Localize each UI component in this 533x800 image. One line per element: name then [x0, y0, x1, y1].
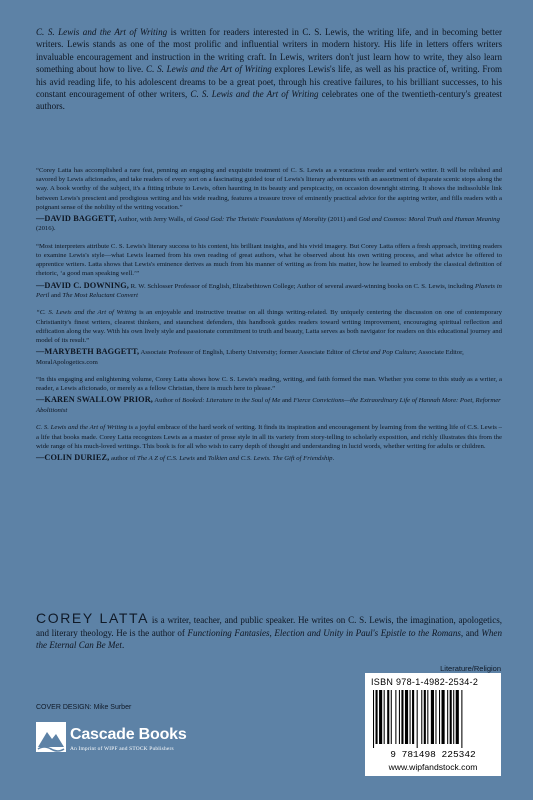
endorser-work: The A Z of C.S. Lewis — [137, 454, 195, 462]
description-text: celebrates one of the twentieth-century's greatest authors. — [36, 89, 503, 112]
barcode-bar — [417, 690, 418, 748]
endorser-work: Christ and Pop Culture — [352, 349, 415, 357]
attribution-text: . — [332, 454, 335, 462]
endorser-work: The Most Reluctant Convert — [62, 292, 138, 300]
endorsement-quote: “In this engaging and enlightening volume, Corey Latta shows how C. S. Lewis's reading, writing, and faith formed the man. Whether you come to this study as a writer, a reader, a Lewis aficionado, or merely as a fellow Christian, there is much here to please.” — [36, 376, 502, 393]
endorser-role: Author, with Jerry Walls, of — [116, 216, 194, 224]
author-bio — [36, 612, 502, 652]
publisher-logo — [36, 720, 206, 760]
description-text: explores Lewis's life, as well as his practice of, writing. From his avid reading life, to his adolescent dreams to be a great poet, through his creative failures, to his brilliant successes, to his constant encouragement of other writers, — [36, 64, 503, 100]
endorser-work: Planets in Peril — [36, 282, 502, 300]
endorser-name: —DAVID C. DOWNING, — [36, 280, 129, 290]
publisher-name: Cascade Books — [70, 726, 187, 743]
attribution-text: and — [194, 454, 208, 462]
barcode-bar — [431, 690, 434, 744]
book-title-italic: “C. S. Lewis and the Art of Writing — [36, 309, 137, 317]
author-name: COREY LATTA — [36, 610, 150, 626]
bio-text: and — [463, 627, 482, 638]
description-text: is written for readers interested in C. S. Lewis, the writing life, and in becoming better writers. Lewis stands as one of the most prolific and influential writers in modern history. His life in letters offers writers invaluable encouragement and instruction in the writing craft. In Lewis, writers don't just learn how to write, they also learn something about how to live. — [36, 27, 502, 75]
attribution-text: (2016). — [36, 225, 56, 233]
barcode-bar — [387, 690, 389, 744]
barcode-bar — [384, 690, 385, 744]
endorsement-attribution — [36, 347, 502, 367]
barcode-bar — [456, 690, 459, 744]
endorsement-attribution — [36, 453, 502, 463]
quote-text: is a joyful embrace of the hard work of writing. It finds its inspiration and encouragement by learning from the writing life of C.S. Lewis – a life that books made. Corey Latta recognizes Lewis as a master of prose style in all its variety from story-telling to scholarly exposition, and richly illustrates this from the wide range of his much-loved writings. This book is for all who wish to carry depth of thought and understanding in lucid words, whether writing for adults or children. — [36, 424, 502, 450]
endorser-name: —DAVID BAGGETT, — [36, 214, 117, 224]
barcode-bar — [447, 690, 448, 744]
bio-text: . — [121, 640, 125, 651]
endorser-work: Tolkien and C.S. Lewis. The Gift of Friendship — [207, 454, 333, 462]
publisher-subtitle: An Imprint of WIPF and STOCK Publishers — [70, 746, 174, 752]
barcode-bar — [442, 690, 445, 744]
book-title-italic: C. S. Lewis and the Art of Writing — [146, 64, 272, 75]
attribution-text: ; Associate Editor, MoralApologetics.com — [36, 349, 464, 366]
endorsement-attribution — [36, 281, 502, 301]
barcode-bar — [435, 690, 436, 744]
barcode-panel — [365, 673, 501, 776]
barcode-bar — [373, 690, 374, 748]
barcode-icon — [371, 690, 495, 748]
publisher-website: www.wipfandstock.com — [388, 762, 478, 772]
endorsement-attribution — [36, 214, 502, 234]
barcode-bar — [421, 690, 422, 744]
endorser-work: God and Cosmos: Moral Truth and Human Meaning — [358, 216, 500, 224]
endorsements — [36, 166, 502, 471]
book-title-italic: C. S. Lewis and the Art of Writing — [36, 27, 168, 37]
barcode-bar — [439, 690, 440, 744]
endorser-role: Associate Professor of English, Liberty University; former Associate Editor of — [139, 349, 353, 357]
cover-design-credit: COVER DESIGN: Mike Surber — [36, 704, 132, 711]
endorser-work: Good God: The Theistic Foundations of Morality — [193, 216, 327, 224]
attribution-text: and — [49, 292, 63, 300]
book-title-italic: C. S. Lewis and the Art of Writing — [36, 424, 127, 432]
barcode-bar — [410, 690, 411, 744]
endorsement-quote: “Most interpreters attribute C. S. Lewis's literary success to his content, his brilliant insights, and his vivid imagery. But Corey Latta offers a fresh approach, inviting readers to examine Lewis's style—what Lewis learned from his own reading of great authors, what he observed about his own writing process, and what advice he offered to apprentice writers. Latta shows that Lewis's eminence derives as much from his manner of writing as from his matter, how he learned to embody the classical definition of rhetoric, ‘a good man speaking well.’” — [36, 242, 502, 278]
attribution-text: and — [280, 397, 294, 405]
book-title-italic: C. S. Lewis and the Art of Writing — [190, 89, 319, 100]
endorser-work: Fierce Convictions—the Extraordinary Life of Hannah More: Poet, Reformer Abolitionist — [36, 397, 501, 414]
book-description — [36, 26, 502, 113]
endorser-work: Booked: Literature in the Soul of Me — [182, 397, 281, 405]
barcode-bar — [424, 690, 426, 744]
endorsement-attribution — [36, 395, 502, 415]
barcode-bar — [399, 690, 400, 744]
barcode-digits: 9 781498 225342 — [390, 749, 476, 760]
barcode-bar — [461, 690, 462, 748]
barcode-bar — [412, 690, 414, 744]
endorser-role: Author of — [152, 397, 183, 405]
endorser-name: —MARYBETH BAGGETT, — [36, 347, 140, 357]
mountain-logo-icon — [36, 722, 66, 752]
barcode-bar — [401, 690, 403, 744]
bio-text: is a writer, teacher, and public speaker. He writes on C. S. Lewis, the imagination, apologetics, and literary theology. He is the author of — [36, 615, 502, 638]
endorser-name: —COLIN DURIEZ, — [36, 452, 110, 462]
barcode-bar — [376, 690, 378, 744]
book-category: Literature/Religion — [440, 664, 501, 673]
barcode-bar — [405, 690, 408, 744]
endorser-role: author of — [109, 454, 137, 462]
barcode-bar — [427, 690, 428, 744]
endorsement-quote — [36, 308, 502, 345]
endorser-name: —KAREN SWALLOW PRIOR, — [36, 395, 153, 405]
quote-text: is an enjoyable and instructive treatise on all things writing-related. By uniquely centering the discussion on one of contemporary Christianity's finest writers, clearest thinkers, and staunchest defenders, this handbook guides readers toward writing improvement, encouraging spiritual reflection and edification along the way. With his own lively style and passionate commitment to truth and beauty, Latta serves as both navigator for readers on this educational journey and model of its result.” — [36, 309, 503, 345]
attribution-text: (2011) and — [326, 216, 359, 224]
barcode-bar — [450, 690, 452, 744]
barcode-bar — [395, 690, 396, 744]
author-book-title: Functioning Fantasies, Election and Unity in Paul's Epistle to the Romans, — [187, 627, 464, 638]
endorser-role: R. W. Schlosser Professor of English, Elizabethtown College; Author of several award-winning books on C. S. Lewis, including — [128, 282, 475, 290]
barcode-bar — [379, 690, 382, 744]
barcode-bar — [391, 690, 392, 744]
isbn-label: ISBN 978-1-4982-2534-2 — [371, 677, 479, 687]
author-book-title: When the Eternal Can Be Met — [36, 627, 502, 651]
endorsement-quote: “Corey Latta has accomplished a rare feat, penning an engaging and exquisite treatment of C. S. Lewis as a voracious reader and writer's writer. It will be relished and savored by Lewis aficionados, and take readers of every sort on a fascinating guided tour of Lewis's literary adventures with an assortment of disparate scenic stops along the way. A book worthy of the subject, it's a fitting tribute to Lewis, often haunting in its beauty and perspicacity, on occasion downright stirring. It shows the indissoluble link between Lewis's prescient and prodigious writing and his wide reading, features a treasure trove of eminently practical advice for the aspiring writer, and fills readers with a poignant sense of the nobility of the writing vocation.” — [36, 167, 502, 211]
barcode-bar — [453, 690, 454, 744]
endorsement-quote — [36, 423, 502, 451]
